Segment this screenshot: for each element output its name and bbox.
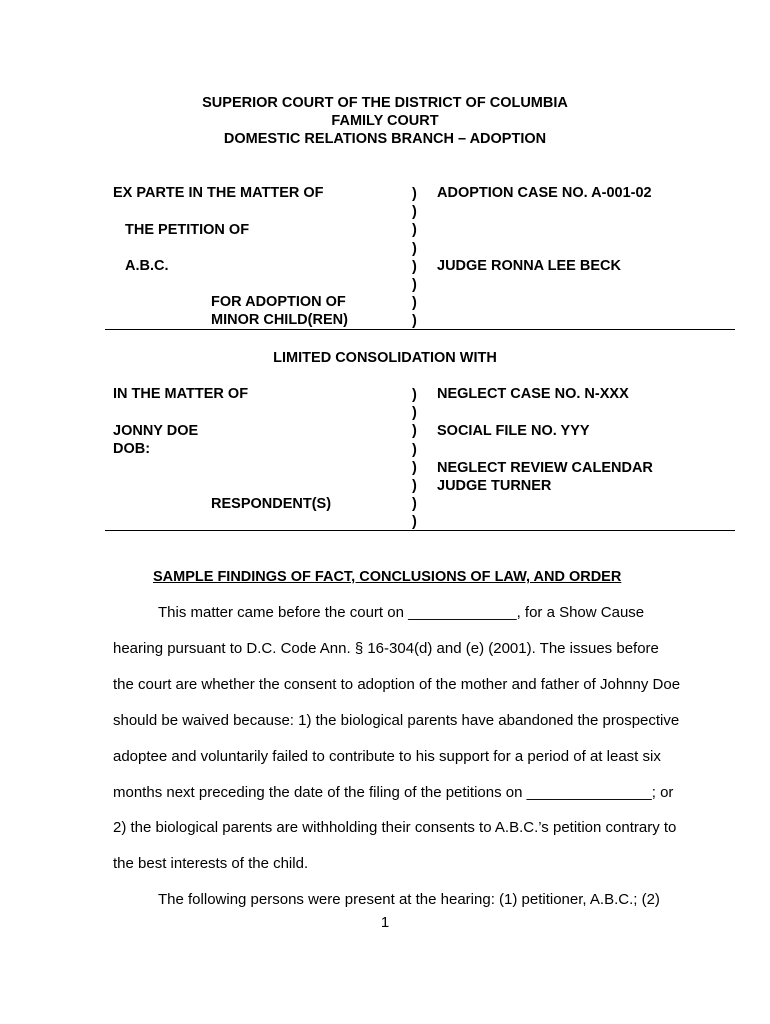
paren-mark: ) [412,313,417,330]
court-branch: DOMESTIC RELATIONS BRANCH – ADOPTION [223,131,547,147]
paren-mark: ) [412,387,417,403]
page-number: 1 [380,914,390,931]
adoption-judge: JUDGE RONNA LEE BECK [437,258,621,274]
paren-mark: ) [412,240,417,257]
body-line: The following persons were present at the hearing: (1) petitioner, A.B.C.; (2) [158,891,660,908]
body-line: months next preceding the date of the filing of the petitions on _______________; or [113,784,674,801]
paren-mark: ) [412,477,417,494]
paren-mark: ) [412,423,417,440]
paren-mark: ) [412,258,417,275]
body-line: the best interests of the child. [113,855,309,872]
caption-divider [105,530,735,531]
minor-children-label: MINOR CHILD(REN) [211,312,348,328]
caption-divider [105,329,735,330]
caption-paren-column [412,386,417,532]
paren-mark: ) [412,405,417,422]
for-adoption-label: FOR ADOPTION OF [211,294,346,310]
body-line: should be waived because: 1) the biological parents have abandoned the prospective [113,712,680,729]
ex-parte-label: EX PARTE IN THE MATTER OF [113,185,324,201]
court-division: FAMILY COURT [331,113,439,129]
social-file-number: SOCIAL FILE NO. YYY [437,423,590,439]
paren-mark: ) [412,276,417,293]
respondents-label: RESPONDENT(S) [211,496,332,512]
body-line: hearing pursuant to D.C. Code Ann. § 16-304(d) and (e) (2001). The issues before [113,640,659,657]
body-line: adoptee and voluntarily failed to contribute to his support for a period of at least six [113,748,661,765]
petitioner-name: A.B.C. [125,258,169,274]
paren-mark: ) [412,295,417,312]
paren-mark: ) [412,514,417,531]
document-title: SAMPLE FINDINGS OF FACT, CONCLUSIONS OF LAW, AND ORDER [153,569,622,585]
child-name: JONNY DOE [113,423,199,439]
neglect-calendar: NEGLECT REVIEW CALENDAR [437,460,653,476]
consolidation-heading: LIMITED CONSOLIDATION WITH [273,350,497,366]
body-line: 2) the biological parents are withholding their consents to A.B.C.’s petition contrary to [113,819,677,836]
in-matter-label: IN THE MATTER OF [113,386,249,402]
paren-mark: ) [412,459,417,476]
paren-mark: ) [412,186,417,202]
body-line: the court are whether the consent to adoption of the mother and father of Johnny Doe [113,676,681,693]
caption-paren-column [412,185,417,331]
paren-mark: ) [412,496,417,513]
neglect-judge: JUDGE TURNER [437,478,552,494]
petition-of-label: THE PETITION OF [125,222,250,238]
court-name: SUPERIOR COURT OF THE DISTRICT OF COLUMBIA [202,95,568,111]
neglect-case-number: NEGLECT CASE NO. N-XXX [437,386,629,402]
paren-mark: ) [412,441,417,458]
paren-mark: ) [412,204,417,221]
paren-mark: ) [412,222,417,239]
body-line: This matter came before the court on _____________, for a Show Cause [158,604,645,621]
dob-label: DOB: [113,441,151,457]
adoption-case-number: ADOPTION CASE NO. A-001-02 [437,185,652,201]
